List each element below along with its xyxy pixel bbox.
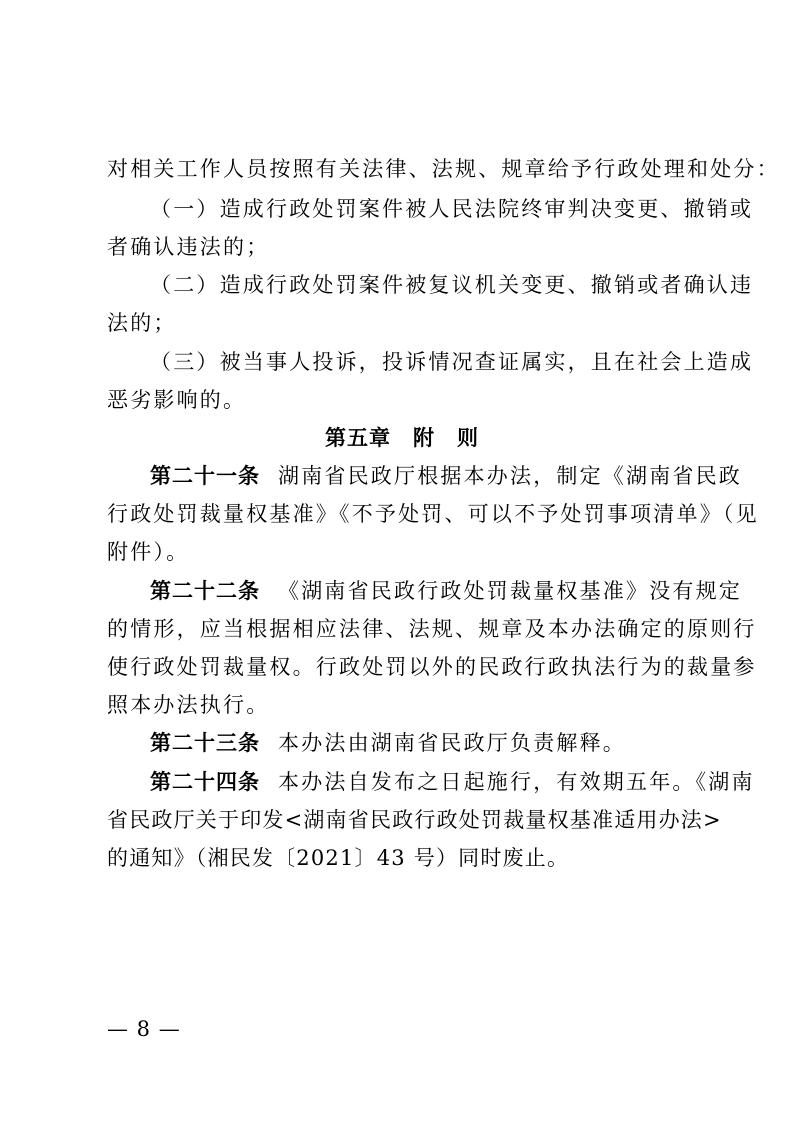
chapter-heading-text: 第五章 附 则 (325, 426, 479, 450)
article-21-line1 (150, 463, 742, 489)
article-21-text: 湖南省民政厅根据本办法，制定《湖南省民政 (278, 464, 742, 488)
article-22-text: 《湖南省民政行政处罚裁量权基准》没有规定 (278, 579, 742, 603)
article-22-line3: 使行政处罚裁量权。行政处罚以外的民政行政执法行为的裁量参 (107, 655, 757, 679)
list-item-2-line1: （二）造成行政处罚案件被复议机关变更、撤销或者确认违 (150, 273, 754, 297)
article-24-text: 本办法自发布之日起施行，有效期五年。《湖南 (278, 770, 755, 794)
chapter-heading (107, 425, 697, 451)
article-22-line1 (150, 578, 742, 604)
article-23-line1 (150, 730, 697, 756)
article-22-line4: 照本办法执行。 (107, 693, 270, 717)
page-number: — 8 — (107, 1017, 181, 1041)
article-24-line3: 的通知》（湘民发〔2021〕43 号）同时废止。 (107, 846, 570, 870)
list-item-1-line2: 者确认违法的； (107, 235, 270, 259)
article-21-label: 第二十一条 (150, 464, 260, 488)
article-21-line2: 行政处罚裁量权基准》《不予处罚、可以不予处罚事项清单》（见 (107, 502, 759, 526)
article-22-label: 第二十二条 (150, 579, 260, 603)
article-24-label: 第二十四条 (150, 770, 260, 794)
article-23-label: 第二十三条 (150, 731, 260, 755)
article-23-text: 本办法由湖南省民政厅负责解释。 (278, 731, 626, 755)
list-item-3-line1: （三）被当事人投诉，投诉情况查证属实，且在社会上造成 (150, 350, 754, 374)
paragraph-line: 对相关工作人员按照有关法律、法规、规章给予行政处理和处分： (107, 157, 780, 181)
list-item-2-line2: 法的； (107, 311, 177, 335)
article-24-line1 (150, 769, 755, 795)
list-item-1-line1: （一）造成行政处罚案件被人民法院终审判决变更、撤销或 (150, 197, 754, 221)
list-item-3-line2: 恶劣影响的。 (107, 388, 247, 412)
article-22-line2: 的情形，应当根据相应法律、法规、规章及本办法确定的原则行 (107, 617, 757, 641)
article-21-line3: 附件）。 (107, 540, 190, 564)
article-24-line2: 省民政厅关于印发<湖南省民政行政处罚裁量权基准适用办法> (107, 808, 722, 832)
